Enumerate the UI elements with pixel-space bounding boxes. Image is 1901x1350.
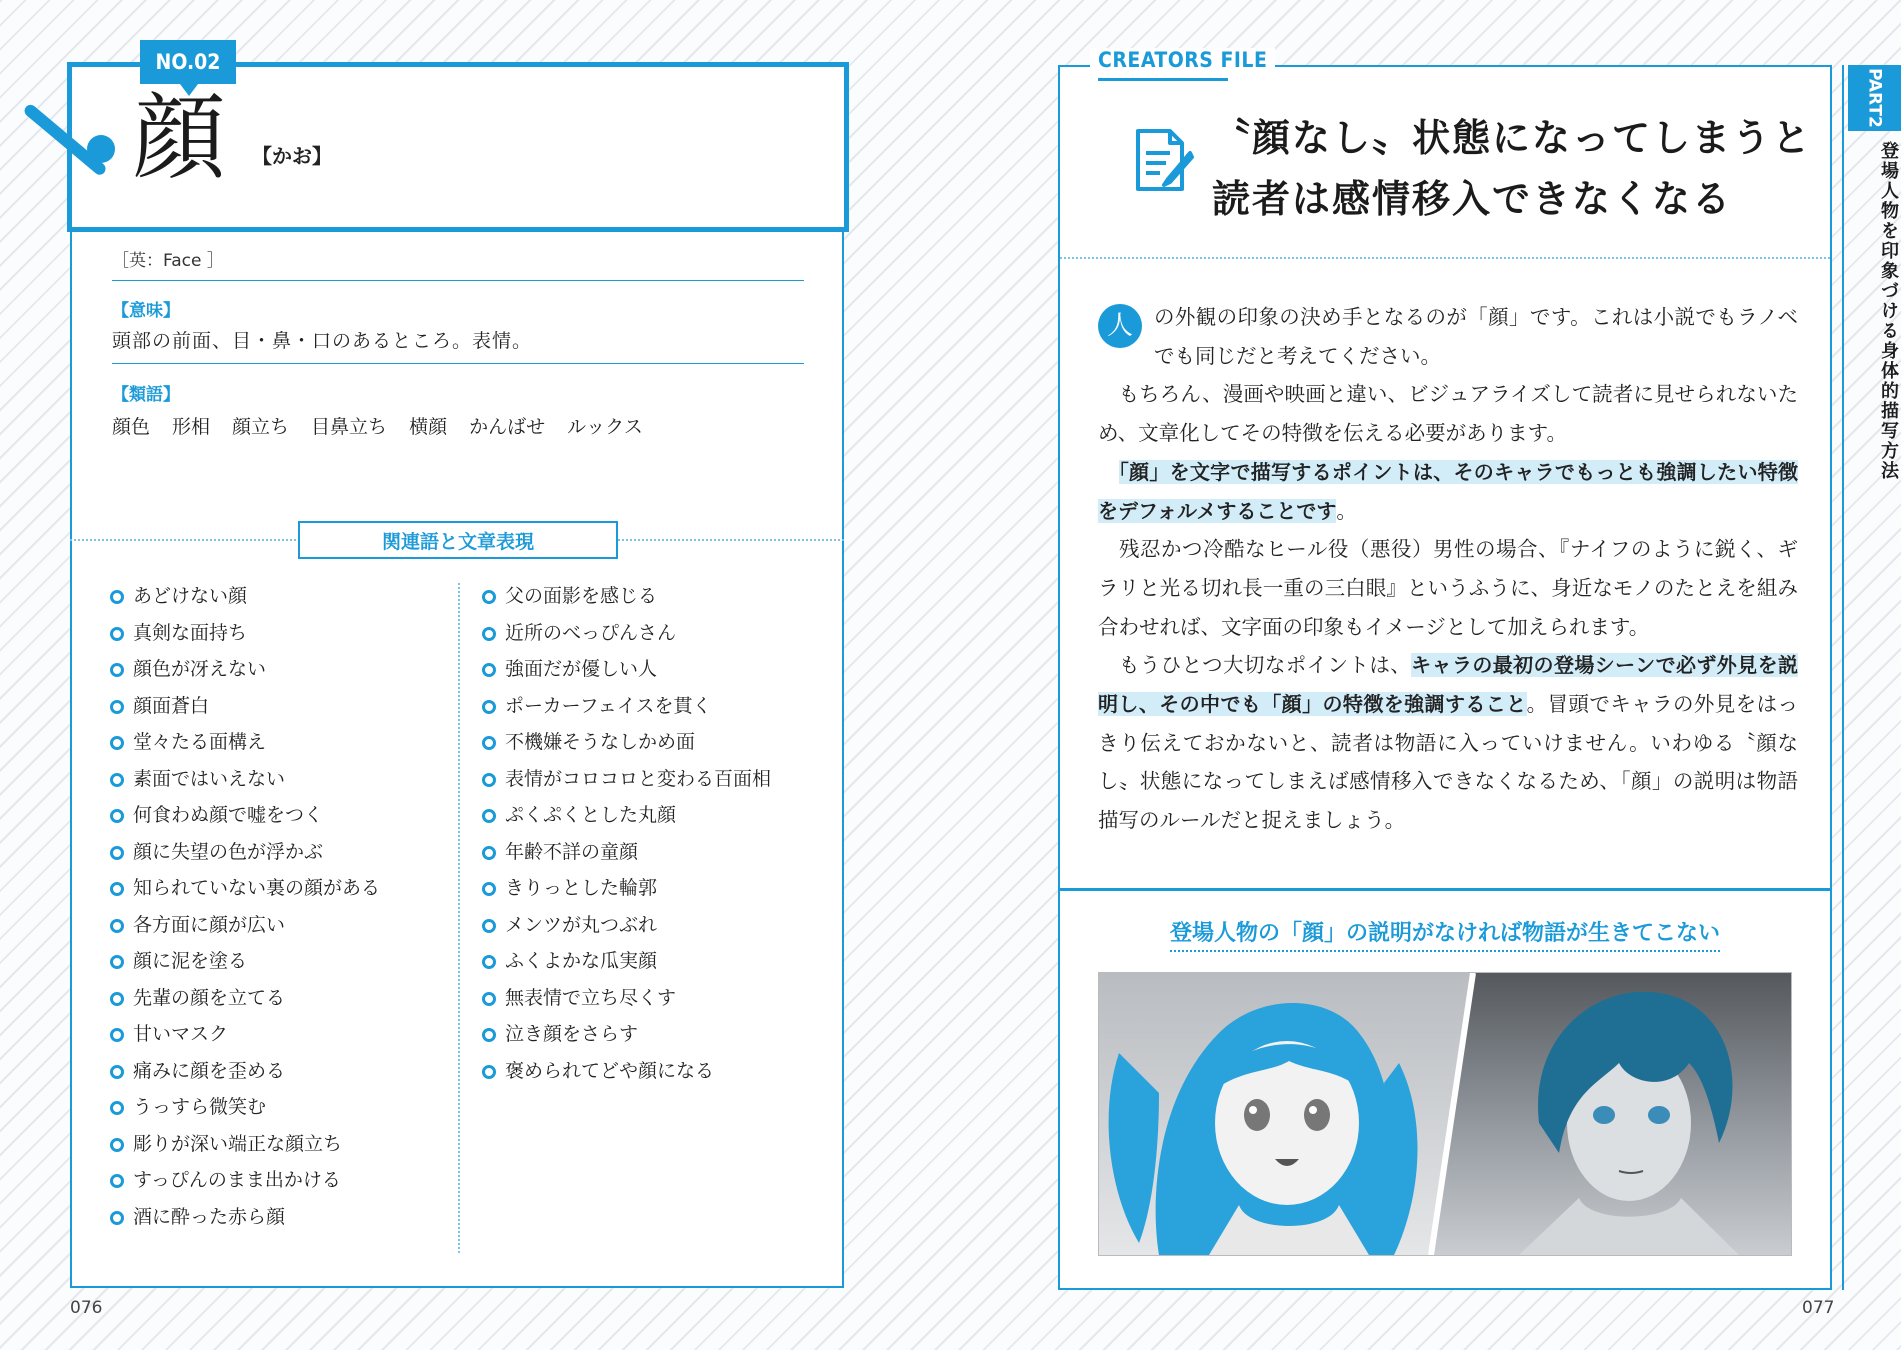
list-item-text: 父の面影を感じる — [505, 585, 658, 607]
section-divider — [1060, 888, 1830, 891]
list-item-text: すっぴんのまま出かける — [133, 1169, 341, 1191]
highlighted-text: 「顔」を文字で描写するポイントは、そのキャラでもっとも強調したい特徴をデフォルメすることです — [1098, 459, 1799, 523]
list-item — [110, 876, 380, 913]
list-item — [110, 840, 380, 877]
list-item — [110, 1059, 380, 1096]
bullet-icon — [482, 590, 496, 604]
list-item-text: メンツが丸つぶれ — [505, 913, 658, 936]
list-item — [110, 949, 380, 986]
article-body — [1098, 298, 1798, 840]
list-item-text: ぷくぷくとした丸顔 — [505, 804, 677, 826]
synonym-item: 顔色 — [112, 416, 151, 438]
part-label: PART2 — [1848, 65, 1901, 131]
list-item-text: 顔色が冴えない — [133, 658, 267, 680]
list-item-text: 何食わぬ顔で嘘をつく — [133, 804, 324, 826]
entry-reading: 【かお】 — [252, 144, 332, 168]
list-item-text: 彫りが深い端正な顔立ち — [133, 1132, 343, 1155]
dropcap: 人 — [1098, 304, 1142, 348]
synonym-item: ルックス — [567, 416, 643, 438]
bullet-icon — [110, 1211, 124, 1225]
list-item-text: 年齢不詳の童顔 — [505, 840, 639, 863]
list-item-text: 顔に泥を塗る — [133, 950, 248, 972]
list-item — [110, 803, 380, 840]
synonym-item: 形相 — [172, 416, 211, 438]
list-item — [110, 767, 380, 804]
document-pen-icon — [1130, 127, 1198, 195]
bullet-icon — [110, 590, 124, 604]
bullet-icon — [482, 992, 496, 1006]
entry-number: NO.02 — [155, 50, 221, 74]
list-item — [110, 657, 380, 694]
list-item-text: ポーカーフェイスを貫く — [505, 694, 712, 717]
list-item-text: 顔に失望の色が浮かぶ — [133, 840, 324, 863]
bullet-icon — [482, 1065, 496, 1079]
list-item — [482, 694, 771, 731]
related-list-right — [482, 584, 771, 1095]
bullet-icon — [110, 1101, 124, 1115]
list-item — [482, 986, 771, 1023]
page-number-right: 077 — [1802, 1298, 1835, 1318]
list-item — [110, 1132, 380, 1169]
bullet-icon — [110, 1028, 124, 1042]
list-item — [110, 730, 380, 767]
bullet-icon — [482, 846, 496, 860]
list-item-text: 不機嫌そうなしかめ面 — [505, 731, 696, 753]
list-item-text: あどけない顔 — [133, 585, 248, 607]
list-item — [482, 621, 771, 658]
bullet-icon — [110, 627, 124, 641]
list-item — [482, 657, 771, 694]
bullet-icon — [110, 809, 124, 823]
entry-number-tab — [140, 40, 236, 84]
list-item-text: きりっとした輪郭 — [505, 877, 658, 899]
synonym-item: 目鼻立ち — [311, 416, 388, 438]
list-item-text: 強面だが優しい人 — [505, 658, 658, 680]
divider — [112, 280, 804, 281]
bullet-icon — [482, 882, 496, 896]
list-item-text: 無表情で立ち尽くす — [505, 986, 677, 1009]
headline-line-1: 〝顔なし〟状態になってしまうと — [1212, 116, 1813, 160]
list-item — [482, 584, 771, 621]
column-divider — [458, 583, 460, 1253]
bullet-icon — [482, 627, 496, 641]
list-item — [482, 803, 771, 840]
pointer-dot-decoration — [87, 135, 115, 163]
paragraph-text: もうひとつ大切なポイントは、 — [1118, 653, 1412, 678]
bullet-icon — [110, 882, 124, 896]
bullet-icon — [482, 955, 496, 969]
bullet-icon — [110, 919, 124, 933]
part-tab — [1848, 65, 1901, 1290]
bullet-icon — [110, 736, 124, 750]
list-item — [482, 876, 771, 913]
list-item-text: 真剣な面持ち — [133, 621, 248, 644]
bullet-icon — [482, 736, 496, 750]
synonym-item: 横顔 — [409, 416, 448, 438]
list-item-text: 泣き顔をさらす — [505, 1023, 639, 1045]
label-underline — [1098, 78, 1228, 81]
entry-kanji: 顔 — [132, 84, 227, 193]
list-item-text: 甘いマスク — [133, 1023, 229, 1045]
paragraph — [1098, 375, 1798, 452]
paragraph-text: 。冒頭でキャラの外見をはっきり伝えておかないと、読者は物語に入っていけません。いわゆる〝顔なし〟状態になってしまえば感情移入できなくなるため、「顔」の説明は物語描写のルールだと捉えましょう。 — [1098, 692, 1799, 833]
list-item-text: 各方面に顔が広い — [133, 913, 286, 936]
bullet-icon — [482, 773, 496, 787]
list-item — [110, 621, 380, 658]
list-item — [110, 584, 380, 621]
list-item-text: うっすら微笑む — [133, 1096, 267, 1118]
paragraph-text: の外観の印象の決め手となるのが「顔」です。これは小説でもラノベでも同じだと考えてください。 — [1154, 305, 1798, 368]
bullet-icon — [110, 663, 124, 677]
list-item — [482, 1022, 771, 1059]
bullet-icon — [482, 1028, 496, 1042]
bullet-icon — [110, 992, 124, 1006]
list-item-text: 痛みに顔を歪める — [133, 1059, 286, 1082]
paragraph — [1098, 298, 1798, 375]
paragraph-text: 残忍かつ冷酷なヒール役（悪役）男性の場合、『ナイフのように鋭く、ギラリと光る切れ長一重の三白眼』というふうに、身近なモノのたとえを組み合わせれば、文字面の印象もイメージとして加えられます。 — [1098, 537, 1798, 639]
list-item — [110, 986, 380, 1023]
list-item — [482, 949, 771, 986]
bullet-icon — [110, 1138, 124, 1152]
list-item — [110, 913, 380, 950]
synonyms-list — [112, 412, 643, 439]
related-list-left — [110, 584, 380, 1241]
character-illustration — [1098, 972, 1792, 1256]
synonyms-label: 【類語】 — [112, 385, 180, 405]
paragraph-text: 。 — [1336, 498, 1357, 523]
divider — [112, 363, 804, 364]
list-item-text: 顔面蒼白 — [133, 694, 210, 717]
list-item — [482, 767, 771, 804]
bullet-icon — [110, 1065, 124, 1079]
article-headline — [1212, 108, 1812, 230]
synonym-item: 顔立ち — [232, 416, 290, 438]
caption-text: 登場人物の「顔」の説明がなければ物語が生きてこない — [1170, 921, 1720, 952]
illustration-caption — [1060, 916, 1830, 947]
english-translation: ［英：Face ］ — [112, 251, 224, 271]
list-item — [482, 913, 771, 950]
list-item-text: 近所のべっぴんさん — [505, 621, 677, 644]
creators-file-label: CREATORS FILE — [1090, 48, 1275, 72]
part-title: 登場人物を印象づける身体的描写方法 — [1878, 141, 1899, 481]
list-item-text: 堂々たる面構え — [133, 731, 267, 753]
synonym-item: かんばせ — [469, 416, 546, 438]
meaning-label: 【意味】 — [112, 301, 180, 321]
related-title-text: 関連語と文章表現 — [381, 530, 534, 553]
bullet-icon — [482, 663, 496, 677]
bullet-icon — [482, 919, 496, 933]
dotted-divider — [1060, 257, 1830, 259]
highlighted-text: キャラの最初の登場シーンで必ず外見を説明し、その中でも「顔」の特徴を強調すること — [1098, 653, 1798, 717]
list-item-text: 酒に酔った赤ら顔 — [133, 1205, 286, 1228]
meaning-text: 頭部の前面、目・鼻・口のあるところ。表情。 — [112, 330, 533, 352]
list-item — [110, 1095, 380, 1132]
list-item-text: 褒められてどや顔になる — [505, 1059, 715, 1082]
list-item-text: 知られていない裏の顔がある — [133, 877, 381, 899]
list-item — [482, 730, 771, 767]
paragraph — [1098, 453, 1798, 530]
headline-line-2: 読者は感情移入できなくなる — [1212, 177, 1733, 221]
related-section-title — [298, 521, 618, 559]
list-item — [110, 1022, 380, 1059]
paragraph-text: もちろん、漫画や映画と違い、ビジュアライズして読者に見せられないため、文章化してその特徴を伝える必要があります。 — [1098, 382, 1799, 446]
paragraph — [1098, 646, 1798, 840]
list-item — [482, 840, 771, 877]
bullet-icon — [110, 846, 124, 860]
bullet-icon — [482, 809, 496, 823]
bullet-icon — [482, 700, 496, 714]
page-number-left: 076 — [70, 1298, 103, 1318]
list-item-text: ふくよかな瓜実顔 — [505, 950, 658, 972]
list-item — [110, 1205, 380, 1242]
list-item-text: 素面ではいえない — [133, 767, 286, 790]
part-tab-border — [1842, 65, 1844, 1290]
list-item-text: 表情がコロコロと変わる百面相 — [505, 767, 772, 790]
list-item-text: 先輩の顔を立てる — [133, 986, 286, 1009]
bullet-icon — [110, 773, 124, 787]
list-item — [110, 1168, 380, 1205]
bullet-icon — [110, 700, 124, 714]
bullet-icon — [110, 955, 124, 969]
list-item — [482, 1059, 771, 1096]
paragraph — [1098, 530, 1798, 646]
list-item — [110, 694, 380, 731]
bullet-icon — [110, 1174, 124, 1188]
